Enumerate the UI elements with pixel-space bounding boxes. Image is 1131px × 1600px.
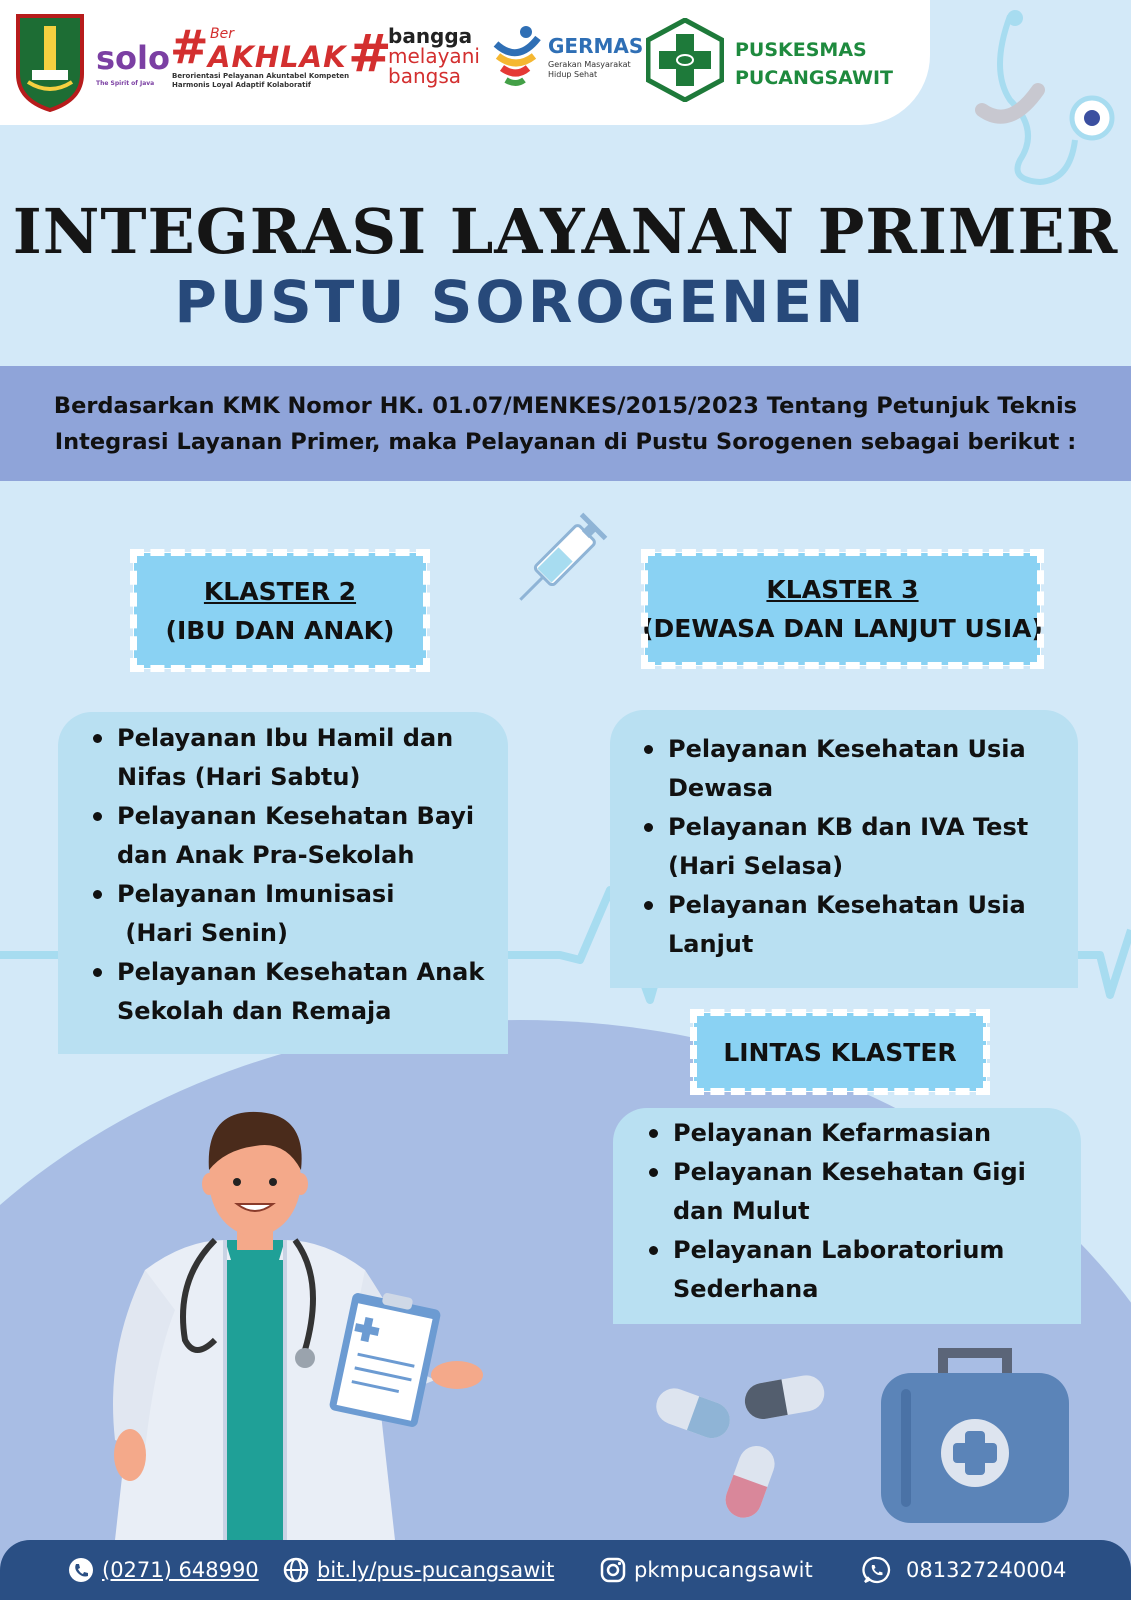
lintas-list [613,1108,1081,1324]
footer-phone[interactable] [68,1553,259,1587]
berakhlak-tagline-2: Harmonis Loyal Adaptif Kolaboratif [172,81,311,89]
berakhlak-tagline-1: Berorientasi Pelayanan Akuntabel Kompeten [172,72,350,80]
list-item: Pelayanan Ibu Hamil dan Nifas (Hari Sabtu) [93,719,508,797]
puskesmas-logo-mark [646,18,724,102]
germas-tagline-1: Gerakan Masyarakat [548,60,631,69]
lintas-title: LINTAS KLASTER [723,1037,957,1067]
intro-band [0,366,1131,481]
footer-website-text: bit.ly/pus-pucangsawit [317,1558,555,1582]
list-item: Pelayanan KB dan IVA Test (Hari Selasa) [644,808,1078,886]
doctor-illustration [85,1100,505,1540]
klaster2-subtitle: (IBU DAN ANAK) [165,615,395,645]
solo-logo [96,22,170,102]
berakhlak-main: AKHLAK [208,40,347,74]
germas-main: GERMAS [548,34,644,58]
solo-tagline: The Spirit of Java [96,80,155,87]
list-item: Pelayanan Kesehatan Usia Lanjut [644,886,1078,964]
puskesmas-logo [735,36,893,92]
footer-website[interactable] [283,1553,554,1587]
list-item: Pelayanan Imunisasi (Hari Senin) [93,875,508,953]
list-item: Pelayanan Kesehatan Gigi dan Mulut [649,1153,1081,1231]
stethoscope-icon [950,10,1120,190]
footer-instagram[interactable] [600,1553,813,1587]
footer-instagram-text: pkmpucangsawit [634,1558,813,1582]
list-item: Pelayanan Kesehatan Usia Dewasa [644,730,1078,808]
bangga-melayani-logo: # bangga melayani bangsa [348,24,480,88]
klaster3-label [642,553,1043,665]
list-item: Pelayanan Kefarmasian [649,1114,1081,1153]
page-subtitle: PUSTU SOROGENEN [174,268,867,336]
klaster3-title: KLASTER 3 [766,575,919,604]
lintas-label [694,1013,986,1091]
list-item: Pelayanan Kesehatan Anak Sekolah dan Remaja [93,953,508,1031]
footer-whatsapp[interactable] [862,1553,1066,1587]
puskesmas-line-2: PUCANGSAWIT [735,67,894,89]
klaster2-label [134,553,426,668]
page-title: INTEGRASI LAYANAN PRIMER [12,195,1119,268]
intro-line-2: Integrasi Layanan Primer, maka Pelayanan di Pustu Sorogenen sebagai berikut : [54,428,1077,455]
klaster3-list [610,710,1078,988]
germas-logo [492,20,644,95]
pills-icon [650,1370,850,1530]
medical-bag-icon [875,1345,1075,1525]
list-item: Pelayanan Kesehatan Bayi dan Anak Pra-Sekolah [93,797,508,875]
puskesmas-line-1: PUSKESMAS [735,39,867,61]
bangga-line-1: bangga [388,24,473,48]
list-item: Pelayanan Laboratorium Sederhana [649,1231,1081,1309]
bangga-line-2: melayani [388,44,480,68]
syringe-icon [500,510,610,620]
berakhlak-prefix: Ber [210,26,234,42]
klaster3-subtitle: (DEWASA DAN LANJUT USIA) [642,614,1043,643]
klaster2-title: KLASTER 2 [203,576,357,606]
intro-line-1: Berdasarkan KMK Nomor HK. 01.07/MENKES/2015/2023 Tentang Petunjuk Teknis [53,392,1078,419]
surakarta-emblem [14,12,86,112]
whatsapp-icon [862,1555,892,1585]
bangga-line-3: bangsa [388,64,461,88]
footer-phone-text: (0271) 648990 [102,1558,259,1582]
germas-tagline-2: Hidup Sehat [548,70,598,79]
berakhlak-logo: # Ber AKHLAK Berorientasi Pelayanan Akuntabel Kompeten Harmonis Loyal Adaptif Kolaboratif [170,20,350,89]
solo-logo-text: solo [96,39,170,77]
phone-icon [68,1557,94,1583]
germas-icon [492,24,542,92]
instagram-icon [600,1557,626,1583]
klaster2-list [58,712,508,1054]
footer-whatsapp-text: 081327240004 [906,1558,1067,1582]
globe-icon [283,1557,309,1583]
